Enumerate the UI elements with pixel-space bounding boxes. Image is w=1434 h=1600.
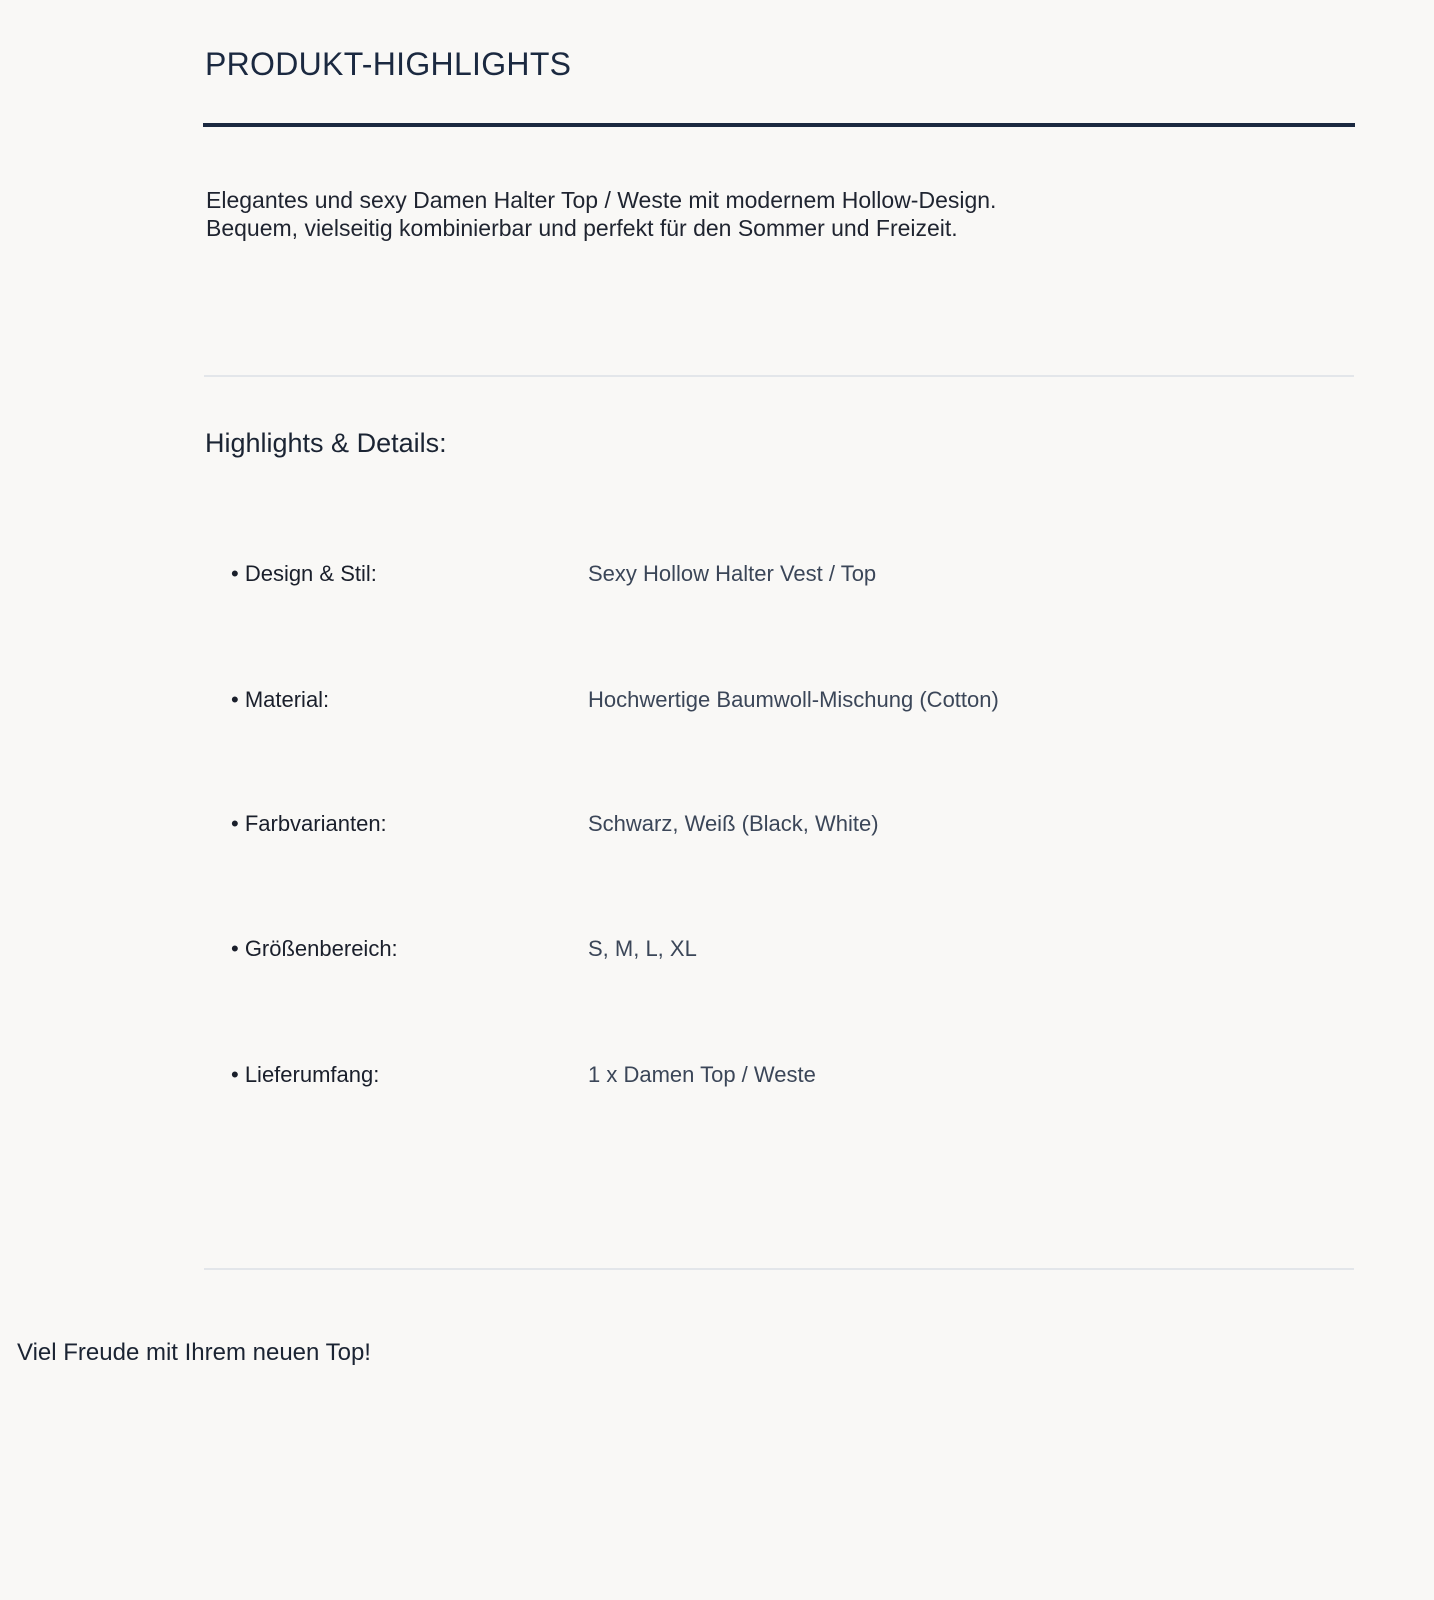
- intro-line-1: Elegantes und sexy Damen Halter Top / Weste mit modernem Hollow-Design.: [206, 187, 997, 213]
- intro-line-2: Bequem, vielseitig kombinierbar und perfekt für den Sommer und Freizeit.: [206, 215, 958, 241]
- detail-label: • Größenbereich:: [231, 936, 398, 961]
- intro-text: [206, 186, 996, 242]
- detail-value: Hochwertige Baumwoll-Mischung (Cotton): [588, 687, 999, 712]
- closing-message: Viel Freude mit Ihrem neuen Top!: [17, 1339, 371, 1366]
- title-underline: [203, 123, 1355, 127]
- detail-label: • Material:: [231, 687, 330, 712]
- detail-row-colors: [231, 808, 1331, 840]
- detail-label: • Lieferumfang:: [231, 1062, 380, 1087]
- detail-row-design: [231, 558, 1331, 590]
- detail-row-material: [231, 684, 1331, 716]
- detail-label: • Farbvarianten:: [231, 811, 387, 836]
- detail-label: • Design & Stil:: [231, 561, 377, 586]
- detail-value: S, M, L, XL: [588, 936, 697, 961]
- section-divider-bottom: [204, 1268, 1354, 1270]
- detail-value: Sexy Hollow Halter Vest / Top: [588, 561, 877, 586]
- detail-value: Schwarz, Weiß (Black, White): [588, 811, 879, 836]
- detail-row-delivery: [231, 1059, 1331, 1091]
- section-divider-top: [204, 375, 1354, 377]
- page-title: PRODUKT-HIGHLIGHTS: [205, 46, 572, 82]
- details-heading: Highlights & Details:: [205, 428, 447, 458]
- detail-row-sizes: [231, 933, 1331, 965]
- detail-value: 1 x Damen Top / Weste: [588, 1062, 816, 1087]
